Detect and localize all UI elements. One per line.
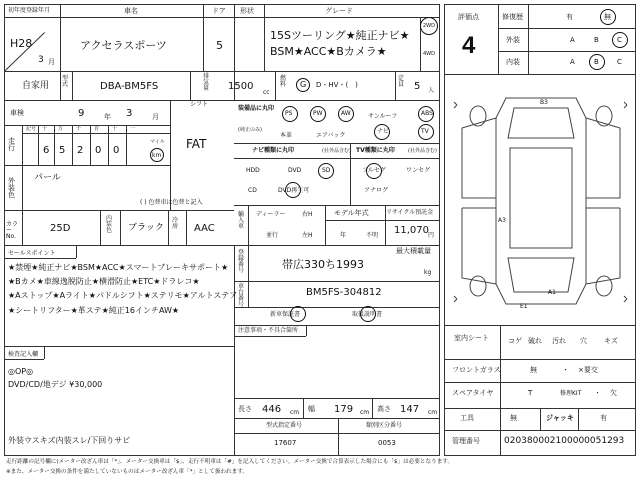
notes-label: 注意事項・不具合箇所 [238, 327, 299, 334]
cap-label: 定員 [398, 75, 405, 88]
fuel-label: 燃料 [280, 75, 287, 88]
equip-item: PW [313, 110, 323, 117]
mileage-digit: 2 [77, 145, 84, 156]
manual: 取扱説明書 [352, 311, 383, 318]
repair-label: 修復歴 [502, 13, 523, 21]
width-unit: cm [360, 409, 370, 416]
max-load-unit: kg [424, 269, 432, 276]
equip-item: ナビ [377, 128, 390, 135]
chassis-label: 車台番号 [238, 283, 245, 308]
spare-t: T [528, 389, 533, 397]
room-label: 室内シート [454, 334, 489, 342]
doors-label: ドア [212, 7, 226, 15]
model-name: アクセラスポーツ [80, 39, 167, 52]
tv-title: TV種類に丸印 [356, 147, 395, 154]
glass-opt2: ×要交 [578, 366, 598, 374]
mileage-digit-label: 千 [76, 126, 82, 132]
grade-label: グレード [325, 7, 353, 15]
mark-b3: B3 [540, 99, 548, 106]
km-label: km [152, 152, 162, 159]
type-value: DBA-BM5FS [100, 81, 159, 92]
disp-unit: cc [263, 89, 270, 96]
memo-marks: ◎OP◎ [8, 367, 34, 376]
room-opt: 汚れ [552, 337, 566, 345]
nav-sd: SD [322, 167, 331, 174]
model-year-unknown: 不明 [366, 232, 379, 239]
mileage-digit: 0 [95, 145, 102, 156]
reg-no-value: 帯広330ち1993 [282, 258, 364, 271]
exterior-color: パール [34, 173, 61, 183]
mark-e1: E1 [520, 303, 528, 310]
equip-item: ABS [421, 110, 433, 117]
exterior-label: 外装色 [8, 177, 15, 199]
reg-month-unit: 月 [48, 58, 55, 66]
disp-value: 1500 [228, 81, 254, 92]
room-opt: 穴 [580, 337, 587, 345]
cert-type-value: 17607 [274, 439, 297, 447]
mileage-digit: 0 [113, 145, 120, 156]
ac-label: 冷房 [172, 217, 179, 230]
reg-year-label: 初年度登録年月 [8, 7, 51, 14]
height-value: 147 [400, 404, 420, 415]
int-a: A [570, 58, 575, 66]
ext-a: A [570, 36, 575, 44]
drive-4wd: 4WD [423, 51, 435, 57]
sales-label: セールスポイント [8, 250, 56, 257]
shift-label: シフト [190, 101, 209, 108]
import-lh: 左H [302, 232, 313, 239]
interior-value: ブラック [128, 223, 164, 233]
color-code-value: 25D [50, 223, 71, 234]
sales-line1: ★禁煙★純正ナビ★BSM★ACC★スマートブレーキサポート★ [8, 263, 229, 272]
sales-line3: ★Aストップ★Aライト★パドルシフト★ステリモ★アルトステア [8, 291, 238, 300]
grade-line1: 15Sツーリング★純正ナビ★ [270, 29, 410, 42]
int-label: 内装 [506, 58, 520, 66]
tools-value: 無 [510, 414, 517, 422]
mileage-label: 走行 [8, 137, 15, 152]
model-year-label: モデル年式 [334, 209, 369, 217]
mileage-digit-label: 一 [130, 126, 136, 132]
reg-no-label: 登録番号 [238, 249, 245, 274]
mileage-digit: 5 [59, 145, 66, 156]
length-label: 長さ [238, 405, 252, 413]
equip-item: PS [285, 110, 293, 117]
ac-value: AAC [194, 223, 215, 234]
new-cert: 新車保証書 [270, 311, 301, 318]
control-label: 管理番号 [452, 437, 480, 445]
equip-item: AW [341, 110, 351, 117]
height-unit: cm [428, 409, 438, 416]
room-opt: キズ [604, 337, 618, 345]
tv-sub: (社外品含む) [408, 148, 437, 154]
room-opt: コゲ [508, 337, 522, 345]
color-code-label: カラーNo. [6, 221, 19, 240]
int-b: B [594, 58, 599, 66]
int-c: C [617, 58, 622, 66]
interior-label: 内装色 [106, 215, 113, 234]
fuel-options: D・HV・( ) [316, 81, 358, 89]
recycle-value: 11,070 [394, 225, 429, 236]
inspection-month-unit: 月 [152, 113, 159, 121]
nav-dvd: DVD [288, 167, 302, 174]
memo-note: 外装ウスキズ内装スレ/下回りサビ [8, 436, 131, 445]
control-value: 020380002100000051293 [504, 436, 625, 446]
width-value: 179 [334, 404, 354, 415]
ext-c: C [617, 36, 622, 44]
mileage-digit-label: 万 [58, 126, 64, 132]
cap-unit: 人 [428, 87, 435, 94]
cap-value: 5 [414, 81, 421, 92]
mileage-digit-label: 十 [112, 126, 118, 132]
repair-no: 無 [604, 13, 611, 21]
mark-a1: A1 [548, 289, 556, 296]
score-label: 評価点 [458, 13, 479, 21]
fuel-value: G [300, 80, 307, 89]
shift-value: FAT [186, 137, 207, 151]
glass-opt0: 無 [530, 366, 537, 374]
model-year-unit: 年 [340, 232, 347, 239]
score-value: 4 [462, 32, 476, 59]
recycle-unit: 円 [428, 232, 435, 239]
exterior-color-note: ( ) 色替車は色替と記入 [140, 199, 203, 206]
import-dealer: ディーラー [256, 211, 286, 218]
type-label: 型式 [62, 75, 69, 88]
mileage-digit-label: 十 [42, 126, 48, 132]
ext-label: 外装 [506, 36, 520, 44]
equip-title: 装備品に丸印 [238, 105, 275, 112]
spare-missing: 欠 [610, 389, 617, 397]
recycle-label: リサイクル預託金 [386, 209, 434, 216]
tv-fullseg: フルセグ [362, 167, 386, 174]
nav-sub: (社外品含む) [322, 148, 351, 154]
import-rh: 右H [302, 211, 313, 218]
doors-value: 5 [216, 39, 223, 52]
tv-analog: アナログ [364, 187, 389, 194]
import-label: 輸入車 [238, 211, 245, 230]
nav-cd: CD [248, 187, 257, 194]
drive-2wd: 2WD [423, 23, 435, 29]
nav-hdd: HDD [246, 167, 260, 174]
disp-label: 排気量 [203, 73, 210, 92]
glass-label: フロントガラス [452, 366, 501, 374]
cert-cat-label: 類別区分番号 [366, 422, 403, 429]
cert-type-label: 型式指定番号 [266, 422, 303, 429]
footer-line1: 走行距離の記号欄に(メーター改ざん車は「*」、メーター交換車は「$」、走行不明車は「#」を記入してください。メーター交換で合算表示した場合にも「$」は必要となります。 [6, 459, 454, 465]
glass-opt1: ・ [562, 366, 569, 374]
jack-value: 有 [600, 414, 607, 422]
chassis-value: BM5FS-304812 [306, 287, 382, 298]
use-value: 自家用 [22, 81, 50, 91]
mileage-digit-label: 記号 [26, 126, 37, 132]
repair-yes: 有 [566, 13, 573, 21]
sales-line4: ★シートリフター★革ステ★純正16インチAW★ [8, 306, 180, 315]
jack-label: ジャッキ [546, 414, 574, 422]
inspection-year-unit: 年 [104, 113, 111, 121]
height-label: 高さ [377, 405, 391, 413]
spare-dot: ・ [594, 389, 601, 397]
footer-line2: ※また、メーター交換の条件を満たしていないものはメーター改ざん車「*」として扱われます。 [6, 469, 248, 475]
mileage-digit: 6 [43, 145, 50, 156]
reg-month: 3 [38, 55, 44, 65]
equip-sub: (純正のみ) [238, 127, 262, 133]
reg-era: H28 [10, 37, 33, 50]
spare-kit: 修理KIT [560, 390, 582, 397]
nav-dvd-play: DVD再生可 [278, 187, 310, 194]
equip-item: サンルーフ [368, 113, 398, 120]
sales-line2: ★Bカメ★車線逸脱防止★横滑防止★ETC★ドラレコ★ [8, 277, 200, 286]
tools-label: 工具 [460, 414, 474, 422]
equip-item: エアバック [316, 132, 346, 139]
car-damage-diagram [448, 78, 634, 324]
model-label: 車名 [124, 7, 138, 15]
length-value: 446 [262, 404, 282, 415]
spare-label: スペアタイヤ [452, 389, 494, 397]
inspection-month: 3 [126, 108, 133, 119]
memo-audio: DVD/CD/地デジ ¥30,000 [8, 380, 103, 389]
width-label: 幅 [308, 405, 315, 413]
ext-b: B [594, 36, 599, 44]
mile-label: マイル [150, 139, 165, 145]
equip-item: 本革 [280, 132, 293, 139]
tv-oneseg: ワンセグ [406, 167, 431, 174]
mark-a3: A3 [498, 217, 506, 224]
max-load-label: 最大積載量 [396, 247, 431, 255]
nav-title: ナビ種類に丸印 [252, 147, 295, 154]
shape-label: 形状 [240, 7, 254, 15]
grade-line2: BSM★ACC★Bカメラ★ [270, 45, 387, 58]
length-unit: cm [290, 409, 300, 416]
room-opt: 破れ [528, 337, 542, 345]
inspection-label: 車検 [10, 109, 24, 117]
mileage-digit-label: 百 [94, 126, 100, 132]
import-parallel: 並行 [266, 232, 279, 239]
memo-label: 検査記入欄 [8, 351, 39, 358]
equip-item: TV [421, 128, 429, 135]
inspection-year: 9 [78, 108, 85, 119]
cert-cat-value: 0053 [378, 439, 396, 447]
